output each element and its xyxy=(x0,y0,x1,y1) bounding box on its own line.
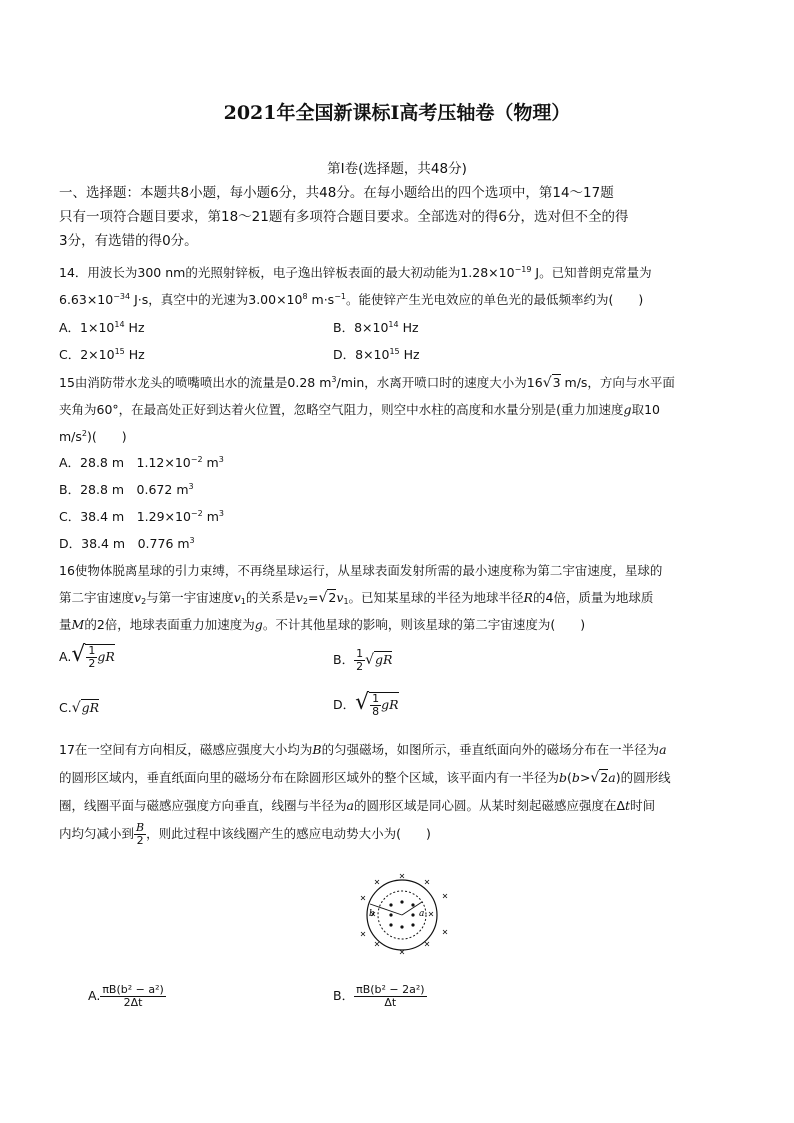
q15-stem-line-2: 夹角为60°，在最高处正好到达着火位置，忽略空气阻力，则空中水柱的高度和水量分别是(重力加速度g取10 xyxy=(59,402,660,417)
q15-stem-line-1: 15由消防带水龙头的喷嘴喷出水的流量是0.28 $m^3/\min$，水离开喷口时的速度大小为16√3 m/s，方向与水平面 xyxy=(59,375,675,391)
label-b: b xyxy=(369,909,375,919)
q16-stem-line-2: 第二宇宙速度$v_2$与第一宇宙速度$v_1$的关系是$v_2=√2v_1$。已知某星球的半径为地球半径R的4倍，质量为地球质 xyxy=(59,590,654,606)
q17-stem-line-4: 内均匀减小到 $\frac{B}{2}$ ，则此过程中该线圈产生的感应电动势大小为( ) xyxy=(59,821,431,847)
q17-stem-line-1: 17在一空间有方向相反，磁感应强度大小均为B的匀强磁场，如图所示，垂直纸面向外的磁场分布在一半径为a xyxy=(59,742,667,757)
instructions-line-2: 只有一项符合题目要求，第18～21题有多项符合题目要求。全部选对的得6分，选对但不全的得 xyxy=(59,209,629,225)
q14-stem-line-2: $6.63\times 10^{-34}$ J·s，真空中的光速为$3.00\times 10^8$ $m\cdot s^{-1}$。能使锌产生光电效应的单色光的最低频率约为( ) xyxy=(59,292,644,307)
instructions-line-1: 一、选择题：本题共8小题，每小题6分，共48分。在每小题给出的四个选项中，第14～17题 xyxy=(59,185,614,201)
q17-stem-line-2: 的圆形区域内，垂直纸面向里的磁场分布在除圆形区域外的整个区域，该平面内有一半径为b(b>√2a)的圆形线 xyxy=(59,770,671,786)
q17-stem-line-3: 圈，线圈平面与磁感应强度方向垂直，线圈与半径为a的圆形区域是同心圆。从某时刻起磁感应强度在Δt时间 xyxy=(59,798,656,813)
q14-option-b[interactable]: B．$8\times 10^{14}$ Hz xyxy=(333,320,419,335)
q15-option-c[interactable]: C．38.4 m $1.29\times 10^{-2}$ $m^3$ xyxy=(59,509,224,524)
q14-option-d[interactable]: D．$8\times 10^{15}$ Hz xyxy=(333,347,420,362)
q14-option-c[interactable]: C．$2\times 10^{15}$ Hz xyxy=(59,347,145,362)
q16-stem-line-1: 16使物体脱离星球的引力束缚，不再绕星球运行，从星球表面发射所需的最小速度称为第二宇宙速度，星球的 xyxy=(59,563,663,578)
q14-stem-line-1: 14．用波长为300 nm的光照射锌板，电子逸出锌板表面的最大初动能为$1.28\times 10^{-19}$ J。已知普朗克常量为 xyxy=(59,265,652,280)
q16-option-a[interactable]: A.√ $\frac{1}{2}$ gR xyxy=(59,642,115,670)
q14-option-a[interactable]: A．$1\times 10^{14}$ Hz xyxy=(59,320,145,335)
q16-option-b[interactable]: B． $\frac{1}{2}$ √gR xyxy=(333,647,393,673)
q17-option-a[interactable]: A. $\frac{\text{πB(b² − a²)}}{2\Delta t}$ xyxy=(88,983,164,1009)
q15-option-b[interactable]: B．28.8 m 0.672 $m^3$ xyxy=(59,482,194,497)
q15-option-a[interactable]: A．28.8 m $1.12\times 10^{-2}$ $m^3$ xyxy=(59,455,224,470)
q17-figure xyxy=(355,872,459,958)
page-title: 2021年全国新课标Ⅰ高考压轴卷（物理） xyxy=(223,102,571,124)
q17-option-b[interactable]: B． $\frac{\text{πB(b² − 2a²)}}{\Delta t}$ xyxy=(333,983,425,1009)
section-heading: 第Ⅰ卷(选择题，共48分) xyxy=(327,161,467,177)
q16-stem-line-3: 量M的2倍，地球表面重力加速度为g。不计其他星球的影响，则该星球的第二宇宙速度为( ) xyxy=(59,617,586,632)
label-a: a xyxy=(419,909,425,919)
radius-b-line xyxy=(370,904,402,915)
instructions-line-3: 3分，有选错的得0分。 xyxy=(59,233,198,249)
q15-stem-line-3: $m/s^2$)( ) xyxy=(59,429,127,444)
q15-option-d[interactable]: D．38.4 m 0.776 $m^3$ xyxy=(59,536,195,551)
q16-option-c[interactable]: C.√gR xyxy=(59,700,100,716)
q16-option-d[interactable]: D．√ $\frac{1}{8}$ gR xyxy=(333,690,399,718)
